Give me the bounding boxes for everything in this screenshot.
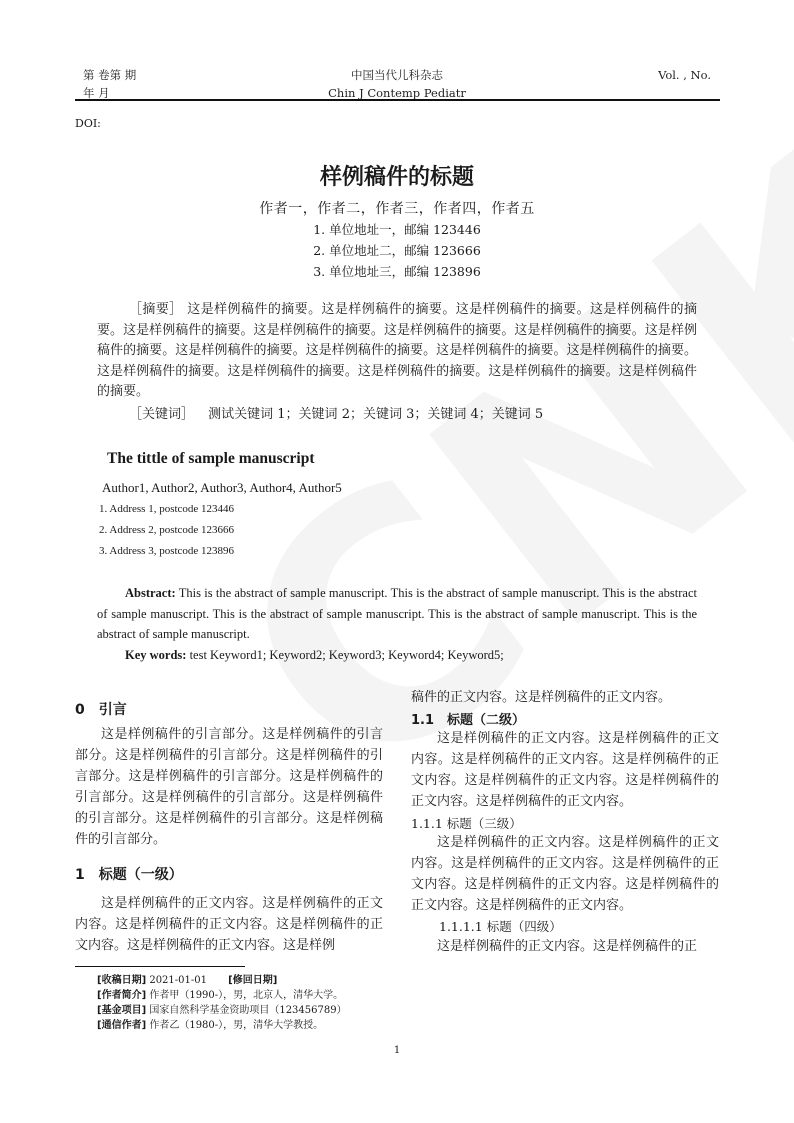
section-heading-1-1: 1.1 标题（二级）	[411, 713, 526, 728]
intro-paragraph: 这是样例稿件的引言部分。这是样例稿件的引言部分。这是样例稿件的引言部分。这是样例稿件的引言部分。这是样例稿件的引言部分。这是样例稿件的引言部分。这是样例稿件的引言部分。这是样例稿件的引言部分。这是样例稿件的引言部分。这是样例稿件的引言部分。	[75, 727, 383, 847]
fund-label: [基金项目]	[97, 1005, 147, 1016]
keywords-cn-text: 测试关键词 1；关键词 2；关键词 3；关键词 4；关键词 5	[208, 407, 544, 422]
footnote-rule	[75, 966, 245, 967]
section-heading-1-1-1: 1.1.1 标题（三级）	[411, 816, 522, 831]
issue-line-2: 年 月	[83, 86, 110, 100]
keywords-en-text: test Keyword1; Keyword2; Keyword3; Keyword4; Keyword5;	[189, 648, 504, 662]
corr-label: [通信作者]	[97, 1020, 147, 1031]
fund-value: 国家自然科学基金资助项目（123456789）	[149, 1005, 347, 1016]
bio-value: 作者甲（1990-），男，北京人，清华大学。	[149, 990, 344, 1001]
keywords-en-label: Key words:	[125, 648, 187, 662]
abstract-cn	[97, 300, 697, 403]
section-heading-intro: 0 引言	[75, 702, 127, 718]
page-number: 1	[393, 1045, 401, 1056]
volume-number: Vol. , No.	[658, 68, 711, 82]
section-1-1-1-1-paragraph: 这是样例稿件的正文内容。这是样例稿件的正	[437, 939, 698, 954]
author-list: 作者一，作者二，作者三，作者四，作者五	[259, 201, 535, 217]
section-1-1-paragraph: 这是样例稿件的正文内容。这是样例稿件的正文内容。这是样例稿件的正文内容。这是样例稿件的正文内容。这是样例稿件的正文内容。这是样例稿件的正文内容。这是样例稿件的正文内容。	[411, 731, 719, 809]
address-2: 2. 单位地址二，邮编 123666	[313, 243, 481, 258]
english-address-3: 3. Address 3, postcode 123896	[99, 545, 235, 557]
journal-name-en: Chin J Contemp Pediatr	[328, 86, 466, 100]
english-title: The tittle of sample manuscript	[107, 450, 315, 467]
section-1-1-1-paragraph: 这是样例稿件的正文内容。这是样例稿件的正文内容。这是样例稿件的正文内容。这是样例稿件的正文内容。这是样例稿件的正文内容。这是样例稿件的正文内容。这是样例稿件的正文内容。	[411, 835, 719, 913]
address-1: 1. 单位地址一，邮编 123446	[313, 222, 481, 237]
section-heading-1-1-1-1: 1.1.1.1 标题（四级）	[439, 919, 562, 934]
page-title: 样例稿件的标题	[319, 165, 474, 190]
footnote-dates	[97, 973, 277, 988]
address-3: 3. 单位地址三，邮编 123896	[313, 264, 481, 279]
footnote-bio	[97, 988, 343, 1003]
footnote-fund	[97, 1003, 347, 1018]
abstract-en-text: This is the abstract of sample manuscript. This is the abstract of sample manuscript. This is the abstract of sample manuscript. This is the abstract of sample manuscript. This is the abstract of sample manuscript. This is the abstract of sample manuscript.	[97, 586, 697, 641]
abstract-cn-label: ［摘要］	[129, 302, 183, 317]
abstract-en-label: Abstract:	[125, 586, 176, 600]
continued-paragraph: 稿件的正文内容。这是样例稿件的正文内容。	[411, 690, 672, 705]
received-label: [收稿日期]	[97, 975, 147, 986]
section-heading-1: 1 标题（一级）	[75, 867, 183, 883]
revised-label: [修回日期]	[228, 975, 278, 986]
abstract-en	[97, 583, 697, 645]
journal-name-cn: 中国当代儿科杂志	[351, 68, 443, 82]
doi: DOI:	[75, 117, 101, 130]
header-rule	[75, 99, 720, 101]
received-value: 2021-01-01	[149, 975, 207, 986]
keywords-en	[125, 645, 697, 666]
abstract-cn-text: 这是样例稿件的摘要。这是样例稿件的摘要。这是样例稿件的摘要。这是样例稿件的摘要。这是样例稿件的摘要。这是样例稿件的摘要。这是样例稿件的摘要。这是样例稿件的摘要。这是样例稿件的摘要。这是样例稿件的摘要。这是样例稿件的摘要。这是样例稿件的摘要。这是样例稿件的摘要。这是样例稿件的摘要。这是样例稿件的摘要。这是样例稿件的摘要。这是样例稿件的摘要。这是样例稿件的摘要。	[97, 302, 697, 399]
footnote-correspondence	[97, 1018, 323, 1033]
bio-label: [作者简介]	[97, 990, 147, 1001]
english-address-2: 2. Address 2, postcode 123666	[99, 524, 235, 536]
corr-value: 作者乙（1980-），男，清华大学教授。	[149, 1020, 324, 1031]
section-1-paragraph: 这是样例稿件的正文内容。这是样例稿件的正文内容。这是样例稿件的正文内容。这是样例稿件的正文内容。这是样例稿件的正文内容。这是样例	[75, 896, 383, 953]
english-address-1: 1. Address 1, postcode 123446	[99, 503, 235, 515]
keywords-cn	[97, 405, 697, 426]
issue-line-1: 第 卷第 期	[83, 68, 137, 82]
english-authors: Author1, Author2, Author3, Author4, Author5	[102, 480, 342, 495]
keywords-cn-label: ［关键词］	[129, 407, 195, 422]
